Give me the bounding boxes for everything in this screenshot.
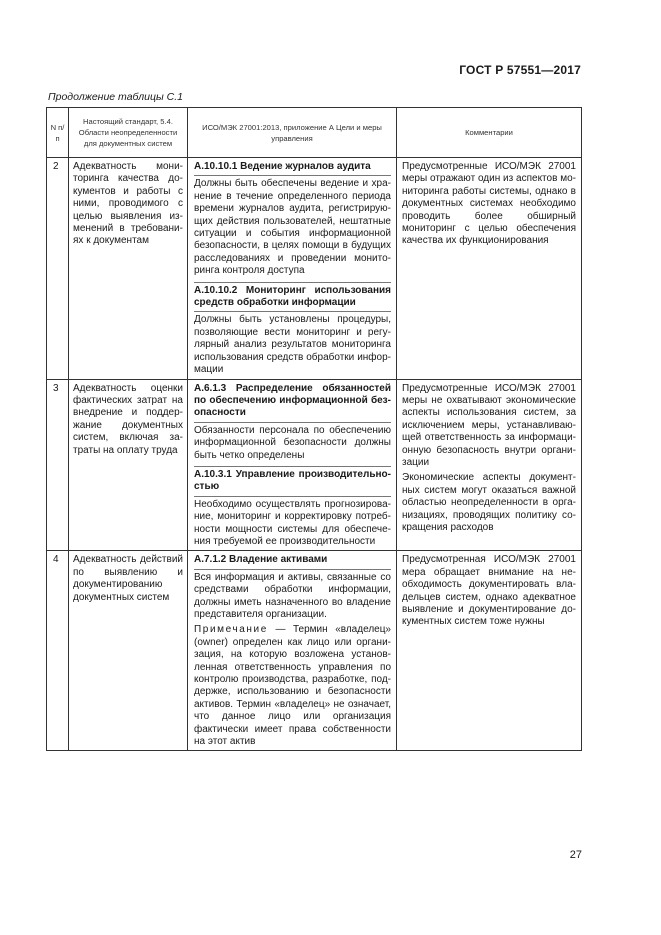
table-row: [47, 379, 582, 551]
row-comments: [397, 551, 582, 751]
control-text: Должны быть обеспечены ведение и хранение в течение определенного периода времени журналов аудита, регистрирующих действия пользователей, нештатные ситуации и события информационной безопасности, в целях помощи в будущих расследованиях и проведении мониторинга контроля доступа: [194, 178, 391, 277]
row-num: 4: [47, 551, 69, 751]
iso-control: [194, 282, 391, 377]
comment-paragraph: Экономические аспекты документных систем могут оказаться важной областью неопределенности в организациях, проводящих политику сокращения расходов: [402, 472, 576, 533]
table-c1: [46, 107, 582, 751]
control-title: A.10.3.1 Управление производительностью: [194, 469, 391, 497]
table-caption: Продолжение таблицы С.1: [48, 91, 183, 103]
iso-control: [194, 466, 391, 548]
note-text: — Термин «владелец» (owner) определен как лицо или организация, на которую возложена установленная ответственность управления по контролю производства, разработке, поддержке, использованию и безопасности активов. Термин «владелец» не означает, что данное лицо или организация фактически имеет права собственности на этот актив: [194, 624, 391, 748]
row-standard: Адекватность мониторинга качества документов и работы с ними, проводимого с целью выявления изменений в требованиях к документам: [69, 158, 188, 380]
document-code: ГОСТ Р 57551—2017: [459, 63, 581, 77]
row-num: 3: [47, 379, 69, 551]
iso-control: [194, 383, 391, 462]
control-text: Должны быть установлены процедуры, позволяющие вести мониторинг и регулярный анализ результатов мониторинга использования средств обработки информации: [194, 314, 391, 376]
header-standard: Настоящий стандарт, 5.4. Области неопределенности для документных систем: [69, 108, 188, 158]
header-num: N п/п: [47, 108, 69, 158]
control-note: [194, 624, 391, 748]
table-row: [47, 551, 582, 751]
note-label: Примечание: [194, 624, 268, 636]
row-iso-controls: [188, 551, 397, 751]
iso-control: [194, 554, 391, 748]
row-iso-controls: [188, 158, 397, 380]
row-comments: [397, 379, 582, 551]
row-iso-controls: [188, 379, 397, 551]
comment-paragraph: Предусмотренная ИСО/МЭК 27001 мера обращает внимание на необходимость документировать владельцев систем, однако адекватное выявление и документирование документных систем тоже нужны: [402, 554, 576, 628]
row-standard: Адекватность оценки фактических затрат на внедрение и поддержание документных систем, включая затраты на оплату труда: [69, 379, 188, 551]
row-num: 2: [47, 158, 69, 380]
control-text: Вся информация и активы, связанные со средствами обработки информации, должны иметь назначенного во владение представителя организации.: [194, 571, 391, 620]
control-text: Необходимо осуществлять прогнозирование, мониторинг и корректировку потребности мощности системы для обеспечения требуемой ее производительности: [194, 498, 391, 547]
control-text: Обязанности персонала по обеспечению информационной безопасности должны быть четко определены: [194, 424, 391, 461]
row-comments: [397, 158, 582, 380]
row-standard: Адекватность действий по выявлению и документированию документных систем: [69, 551, 188, 751]
control-title: A.10.10.2 Мониторинг использования средств обработки информации: [194, 285, 391, 313]
comment-paragraph: Предусмотренные ИСО/МЭК 27001 меры отражают один из аспектов мониторинга работы системы, однако в документных системах необходимо проводить более обширный мониторинг с целью обеспечения качества их функционирования: [402, 161, 576, 247]
header-comments: Комментарии: [397, 108, 582, 158]
header-iso: ИСО/МЭК 27001:2013, приложение А Цели и меры управления: [188, 108, 397, 158]
comment-paragraph: Предусмотренные ИСО/МЭК 27001 меры не охватывают экономические аспекты использования систем, за исключением меры, устанавливающей ответственность за информационную безопасность внутри организации: [402, 382, 576, 468]
page-number: 27: [569, 849, 582, 861]
iso-control: [194, 161, 391, 278]
control-title: A.7.1.2 Владение активами: [194, 554, 391, 569]
table-header-row: [47, 108, 582, 158]
control-title: A.6.1.3 Распределение обязанностей по обеспечению информационной безопасности: [194, 383, 391, 423]
table-row: [47, 158, 582, 380]
control-title: A.10.10.1 Ведение журналов аудита: [194, 161, 391, 176]
